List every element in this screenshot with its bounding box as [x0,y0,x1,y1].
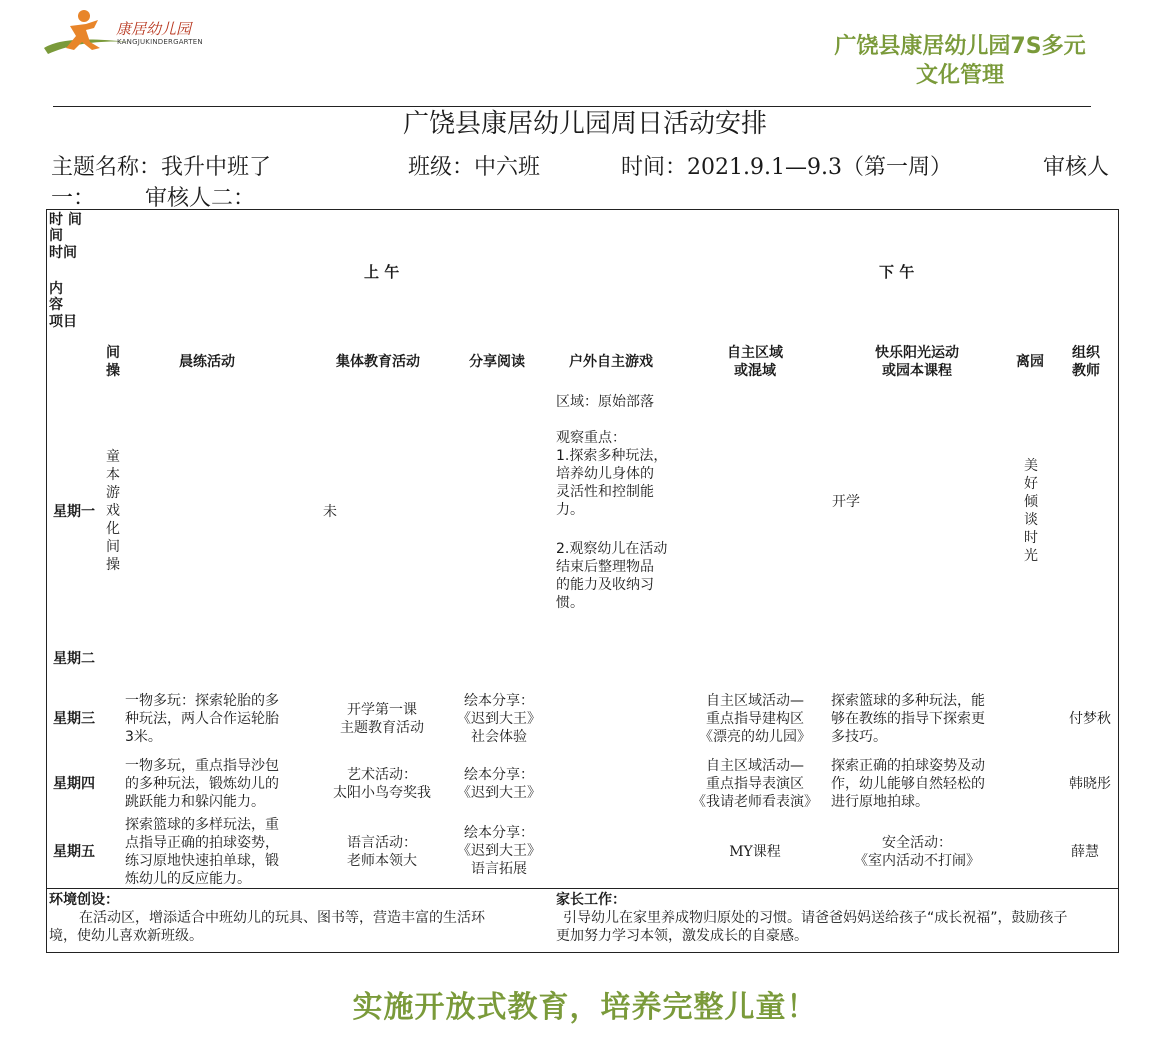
theme-name: 主题名称：我升中班了 [51,155,272,180]
thursday-morning-activity [125,757,279,811]
meta-line-2 [51,181,651,209]
thursday-area [690,757,820,811]
thu-reading-line1: 绘本分享： [464,767,534,783]
logo-text: 康居幼儿园 [116,20,192,38]
col-teacher [1066,344,1106,380]
schedule-time: 时间：2021.9.1—9.3（第一周） [621,155,952,180]
monday-outdoor-area: 区域：原始部落 [556,394,654,410]
col-sports-line1: 快乐阳光运动 [875,345,959,361]
thu-reading-line2: 《迟到大王》 [457,785,541,801]
wed-morning-line2: 种玩法，两人合作运轮胎 [125,711,279,727]
thu-morning-line1: 一物多玩，重点指导沙包 [125,758,279,774]
corner-label-5: 容 [49,297,63,313]
afternoon-header: 下 午 [879,263,915,281]
monday-outdoor-focus [556,429,667,519]
logo-figure-icon [66,20,100,50]
morning-header: 上 午 [364,263,400,281]
environment-title: 环境创设： [49,892,119,908]
wednesday-teacher: 付梦秋 [1069,711,1111,727]
wed-group-line2: 主题教育活动 [340,720,424,736]
wed-morning-line1: 一物多玩：探索轮胎的多 [125,693,279,709]
thu-sports-line3: 进行原地拍球。 [831,794,929,810]
col-teacher-line2: 教师 [1072,363,1100,379]
logo-head-icon [78,10,90,22]
monday-sports: 开学 [832,494,860,510]
friday-morning-activity [125,816,279,888]
outdoor-point2-line2: 结束后整理物品 [556,559,654,575]
logo-subtext: KANGJUKINDERGARTEN [117,38,203,46]
wednesday-area [690,692,820,746]
wed-reading-line3: 社会体验 [471,729,527,745]
col-leave: 离园 [1016,354,1044,370]
outdoor-point1-line3: 灵活性和控制能 [556,484,654,500]
reviewer-two-label: 审核人二： [145,186,256,211]
thu-area-line3: 《我请老师看表演》 [692,794,818,810]
reviewer-one-suffix: 一： [51,186,96,211]
fri-reading-line1: 绘本分享： [464,825,534,841]
thursday-group-education [322,766,442,802]
reviewer-one-label: 审核人 [1043,155,1110,180]
thu-area-line2: 重点指导表演区 [706,776,804,792]
corner-label-3: 时间 [49,245,77,261]
col-sports [852,344,982,380]
wed-reading-line2: 《迟到大王》 [457,711,541,727]
monday-outdoor-point2 [556,540,667,612]
thursday-sports [831,757,985,811]
corner-label-2: 间 [49,228,63,244]
monday-group-education: 未 [323,504,337,520]
friday-teacher: 薛慧 [1071,844,1099,860]
fri-group-line2: 老师本领大 [347,853,417,869]
outdoor-point2-line1: 2.观察幼儿在活动 [556,541,668,557]
friday-sports [842,834,992,870]
col-reading: 分享阅读 [469,354,525,370]
parents-title: 家长工作： [556,892,626,908]
wed-area-line2: 重点指导建构区 [706,711,804,727]
col-morning-activity: 晨练活动 [179,354,235,370]
thursday-teacher: 韩晓彤 [1069,776,1111,792]
outdoor-point1-line1: 1.探索多种玩法， [556,448,668,464]
meta-line [51,150,1126,180]
thu-morning-line3: 跳跃能力和躲闪能力。 [125,794,265,810]
fri-morning-line4: 炼幼儿的反应能力。 [125,871,251,887]
parents-line2: 更加努力学习本领，激发成长的自豪感。 [556,928,808,944]
header-title [800,32,1120,90]
wed-reading-line1: 绘本分享： [464,693,534,709]
corner-label-6: 项目 [49,314,77,330]
friday-group-education [322,834,442,870]
friday-area: MY课程 [729,844,781,860]
document-title: 广饶县康居幼儿园周日活动安排 [402,109,767,139]
header-title-line2: 文化管理 [915,63,1004,88]
wednesday-group-education [322,701,442,737]
fri-morning-line3: 练习原地快速拍单球，锻 [125,853,279,869]
wednesday-sports [831,692,985,746]
thu-group-line1: 艺术活动： [347,767,417,783]
wed-group-line1: 开学第一课 [347,702,417,718]
thursday-reading [449,766,549,802]
wed-sports-line3: 多技巧。 [831,729,887,745]
wednesday-morning-activity [125,692,279,746]
wednesday-reading [449,692,549,746]
col-exercise: 间操 [106,345,120,379]
col-area [700,344,810,380]
outdoor-point1-line4: 力。 [556,502,584,518]
thu-group-line2: 太阳小鸟夸奖我 [333,785,431,801]
fri-sports-line2: 《室内活动不打闹》 [854,853,980,869]
fri-morning-line1: 探索篮球的多样玩法，重 [125,817,279,833]
wed-area-line3: 《漂亮的幼儿园》 [699,729,811,745]
outdoor-point2-line3: 的能力及收纳习 [556,577,654,593]
outdoor-point1-line2: 培养幼儿身体的 [556,466,654,482]
wed-morning-line3: 3米。 [125,729,162,745]
col-sports-line2: 或园本课程 [882,363,952,379]
thu-sports-line1: 探索正确的拍球姿势及动 [831,758,985,774]
col-area-line1: 自主区域 [727,345,783,361]
parents-line1: 引导幼儿在家里养成物归原处的习惯。请爸爸妈妈送给孩子“成长祝福”，鼓励孩子 [563,910,1068,926]
wed-sports-line2: 够在教练的指导下探索更 [831,711,985,727]
wed-sports-line1: 探索篮球的多种玩法，能 [831,693,985,709]
outdoor-point2-line4: 惯。 [556,595,584,611]
monday-leave: 美好倾谈时光 [1024,458,1038,564]
col-outdoor-game: 户外自主游戏 [569,354,653,370]
fri-morning-line2: 点指导正确的拍球姿势， [125,835,279,851]
footer-slogan: 实施开放式教育，培养完整儿童！ [352,990,818,1025]
monday-exercise: 童本游戏化间操 [106,449,120,573]
fri-sports-line1: 安全活动： [882,835,952,851]
day-wednesday: 星期三 [53,711,95,727]
wed-area-line1: 自主区域活动— [706,693,804,709]
corner-label-4: 内 [49,281,63,297]
thu-area-line1: 自主区域活动— [706,758,804,774]
day-friday: 星期五 [53,844,95,860]
day-tuesday: 星期二 [53,651,95,667]
thu-sports-line2: 作，幼儿能够自然轻松的 [831,776,985,792]
col-teacher-line1: 组织 [1072,345,1100,361]
day-monday: 星期一 [53,504,95,520]
table-divider [46,888,1119,889]
col-area-line2: 或混域 [734,363,776,379]
thu-morning-line2: 的多种玩法，锻炼幼儿的 [125,776,279,792]
environment-line2: 境，使幼儿喜欢新班级。 [49,928,203,944]
friday-reading [449,824,549,878]
fri-reading-line3: 语言拓展 [471,861,527,877]
class-name: 班级：中六班 [408,155,541,180]
outdoor-focus-title: 观察重点： [556,430,626,446]
header-title-line1: 广饶县康居幼儿园7S多元 [834,34,1086,59]
environment-line1: 在活动区，增添适合中班幼儿的玩具、图书等，营造丰富的生活环 [79,910,485,926]
fri-reading-line2: 《迟到大王》 [457,843,541,859]
day-thursday: 星期四 [53,776,95,792]
col-group-education: 集体教育活动 [336,354,420,370]
fri-group-line1: 语言活动： [347,835,417,851]
corner-label-1: 时 间 [49,212,82,228]
